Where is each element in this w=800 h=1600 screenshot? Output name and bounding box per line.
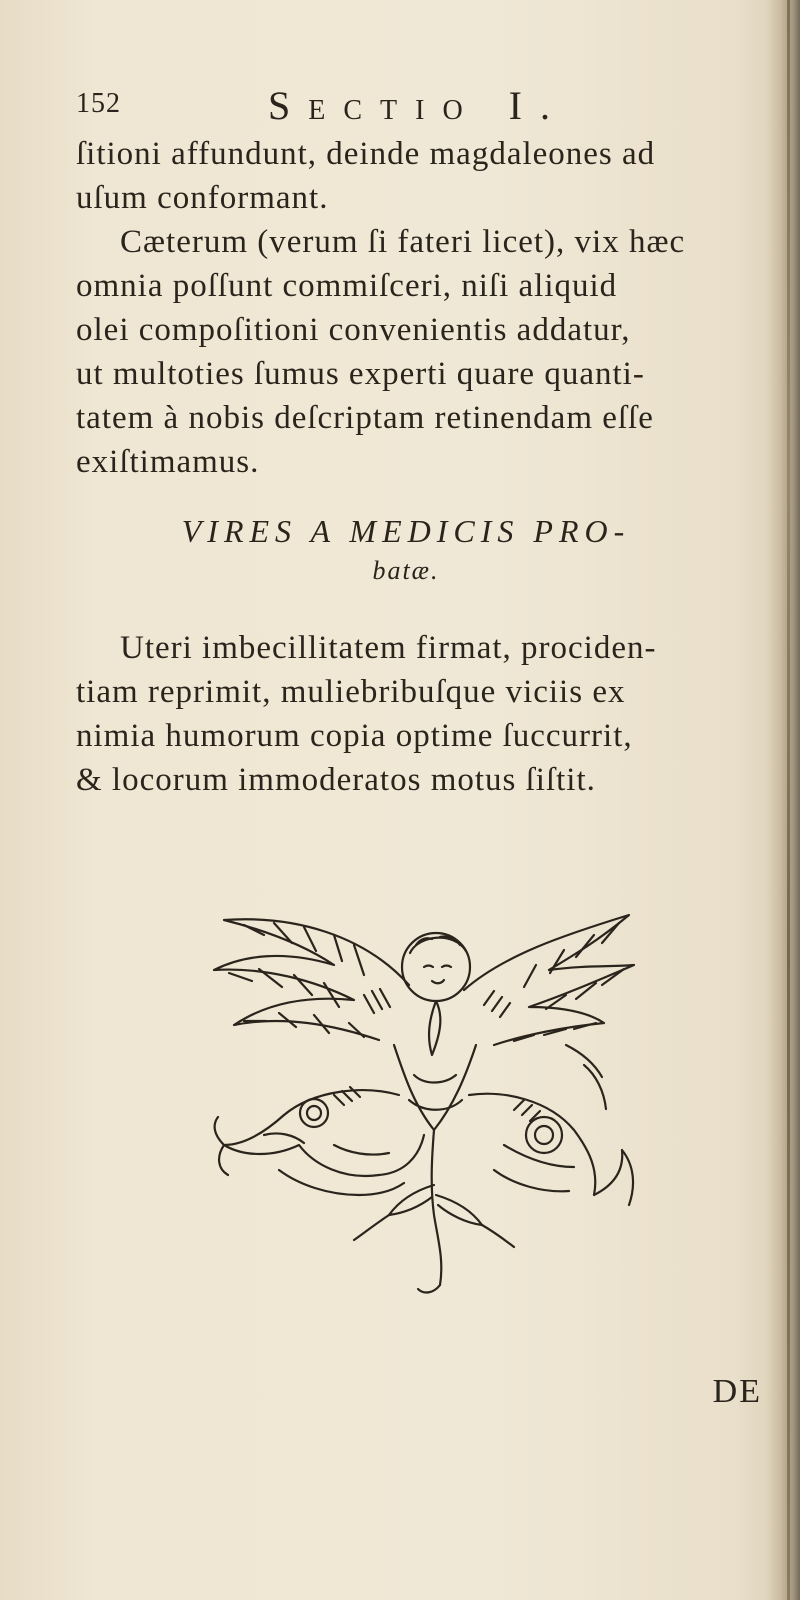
text-line: olei compoſitioni convenientis addatur,	[76, 312, 631, 348]
text-line: Cæterum (verum ſi fateri licet), vix hæc	[120, 224, 686, 260]
binding-edge	[787, 0, 790, 1600]
text-line: tiam reprimit, muliebribuſque viciis ex	[76, 674, 626, 710]
page-header	[76, 82, 696, 128]
section-heading	[76, 513, 736, 586]
text-line: nimia humorum copia optime ſuccurrit,	[76, 718, 633, 754]
text-line: ſitioni affundunt, deinde magdaleones ad	[76, 136, 656, 172]
text-line: tatem à nobis deſcriptam retinendam eſſe	[76, 400, 654, 436]
section-heading-subline: batæ.	[372, 556, 440, 585]
catchword: DE	[712, 1373, 762, 1410]
text-block-bottom	[76, 626, 776, 802]
running-head: Sectio I.	[268, 83, 568, 128]
page-number: 152	[76, 88, 121, 119]
text-line: Uteri imbecillitatem firmat, prociden-	[120, 630, 657, 666]
section-heading-line: VIRES A MEDICIS PRO-	[181, 513, 631, 549]
text-line: exiſtimamus.	[76, 444, 260, 480]
text-line: uſum conformant.	[76, 180, 329, 216]
text-line: ut multoties ſumus experti quare quanti-	[76, 356, 645, 392]
text-line: omnia poſſunt commiſceri, niſi aliquid	[76, 268, 618, 304]
winged-cherub-with-dolphins-woodcut-icon	[204, 895, 654, 1300]
text-block-top	[76, 132, 776, 484]
text-line: & locorum immoderatos motus ſiſtit.	[76, 762, 596, 798]
